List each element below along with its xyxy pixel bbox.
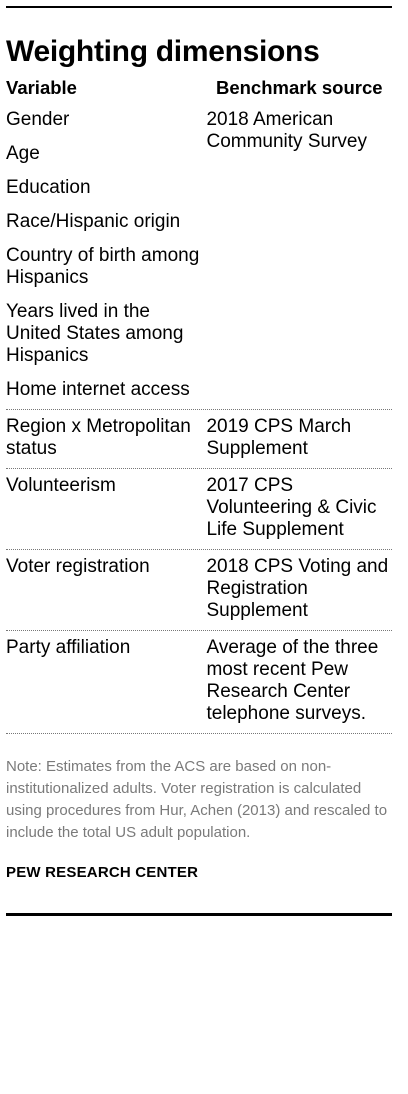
variable-cell (6, 475, 206, 541)
variable-item: Years lived in the United States among Hispanics (6, 301, 184, 366)
variable-cell (6, 556, 206, 622)
variable-item: Region x Metropolitan status (6, 416, 191, 459)
source-credit: PEW RESEARCH CENTER (6, 864, 199, 881)
benchmark-source-cell: 2018 American Community Survey (206, 109, 367, 152)
benchmark-column-header: Benchmark source (215, 77, 383, 98)
weighting-table-figure (6, 0, 392, 916)
benchmark-source-cell: Average of the three most recent Pew Research Center telephone surveys. (206, 637, 379, 724)
variable-column-header: Variable (6, 77, 77, 98)
variable-item: Race/Hispanic origin (6, 211, 181, 232)
variable-item: Age (6, 143, 40, 164)
benchmark-source-cell: 2017 CPS Volunteering & Civic Life Supplement (206, 475, 377, 540)
variable-item: Party affiliation (6, 637, 131, 658)
variable-cell (6, 109, 206, 401)
table-row (6, 550, 392, 631)
bottom-rule (6, 913, 392, 916)
table-row (6, 469, 392, 550)
variable-cell (6, 416, 206, 460)
variable-item: Voter registration (6, 556, 150, 577)
benchmark-source-cell: 2018 CPS Voting and Registration Supplement (206, 556, 389, 621)
variable-item: Country of birth among Hispanics (6, 245, 200, 288)
top-rule (6, 6, 392, 8)
table-row (6, 97, 392, 410)
variable-item: Gender (6, 109, 70, 130)
table-row (6, 410, 392, 469)
variable-item: Home internet access (6, 379, 190, 400)
variable-item: Education (6, 177, 91, 198)
benchmark-source-cell: 2019 CPS March Supplement (206, 416, 352, 459)
footnote: Note: Estimates from the ACS are based on non-institutionalized adults. Voter registration is calculated using procedures from Hur, Achen (2013) and rescaled to include the total US adult population. (6, 758, 388, 841)
figure-title: Weighting dimensions (6, 35, 320, 68)
table-row (6, 631, 392, 734)
table-header (6, 78, 392, 97)
variable-cell (6, 637, 206, 725)
variable-item: Volunteerism (6, 475, 116, 496)
